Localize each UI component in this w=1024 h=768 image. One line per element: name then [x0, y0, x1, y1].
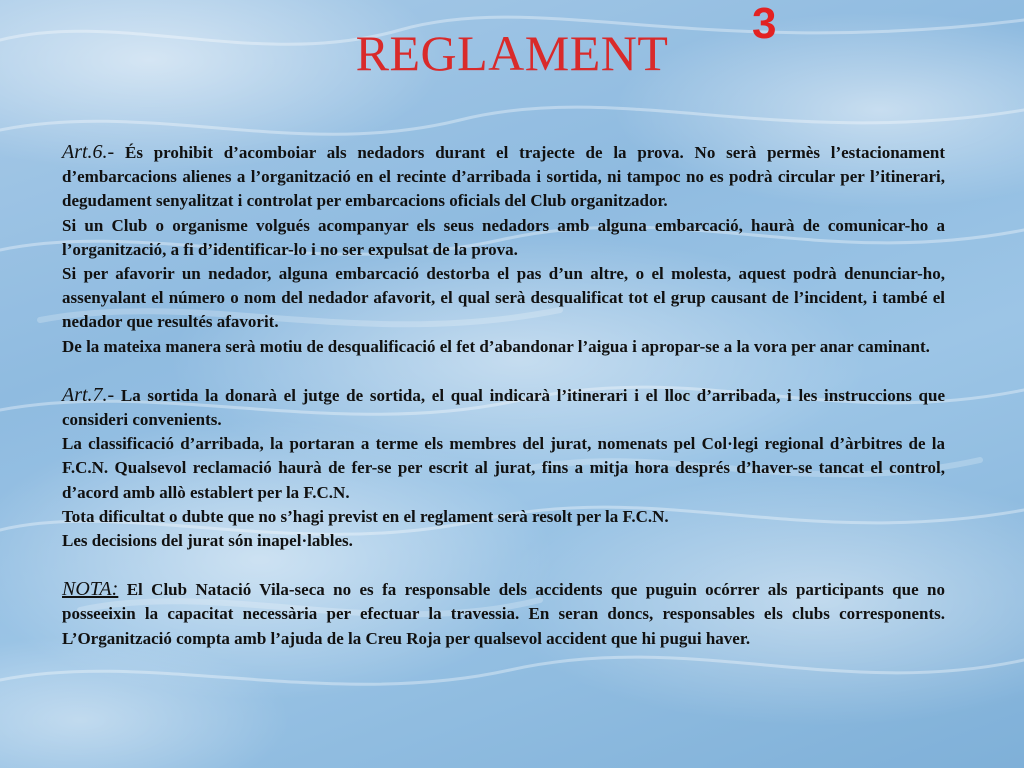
article-7-paragraph-2: La classificació d’arribada, la portaran a terme els membres del jurat, nomenats pel Col·legi regional d’àrbitres de la F.C.N. Qualsevol reclamació haurà de fer-se per escrit al jurat, fins a mitja hora després d’haver-se tancat el control, d’acord amb allò establert per la F.C.N. — [62, 434, 945, 502]
article-7-text-1: La sortida la donarà el jutge de sortida, el qual indicarà l’itinerari i el lloc d’arribada, i les instruccions que consideri convenients. — [62, 385, 945, 430]
article-6-label: Art.6.- — [62, 141, 115, 163]
nota-text: El Club Natació Vila-seca no es fa responsable dels accidents que puguin ocórrer als participants que no posseeixin la capacitat necessària per efectuar la travessia. En seran doncs, responsables els clubs corresponents. L’Organització compta amb l’ajuda de la Creu Roja per qualsevol accident que hi pugui haver. — [62, 580, 945, 648]
spacer — [62, 553, 945, 577]
nota-label: NOTA: — [62, 578, 119, 601]
article-6-paragraph-2: Si un Club o organisme volgués acompanyar els seus nedadors amb alguna embarcació, haurà de comunicar-ho a l’organització, a fi d’identificar-lo i no ser expulsat de la prova. — [62, 215, 945, 259]
article-6-paragraph-4: De la mateixa manera serà motiu de desqualificació el fet d’abandonar l’aigua i apropar-se a la vora per anar caminant. — [62, 336, 930, 356]
regulation-body — [62, 140, 945, 651]
article-7-paragraph-1 — [62, 383, 945, 432]
nota-paragraph — [62, 577, 945, 651]
article-6-text-1: És prohibit d’acomboiar als nedadors durant el trajecte de la prova. No serà permès l’estacionament d’embarcacions alienes a l’organització en el recinte d’arribada i sortida, ni tampoc no es podrà circular per l’itinerari, degudament senyalitzat i controlat per embarcacions oficials del Club organitzador. — [62, 143, 945, 211]
article-7-paragraph-4: Les decisions del jurat són inapel·lables. — [62, 531, 353, 551]
page-title: REGLAMENT — [355, 25, 669, 81]
article-7-paragraph-3: Tota dificultat o dubte que no s’hagi previst en el reglament serà resolt per la F.C.N. — [62, 506, 669, 526]
spacer — [62, 359, 945, 383]
article-7-label: Art.7.- — [62, 383, 115, 406]
page-number: 3 — [752, 0, 777, 48]
article-6-paragraph-1 — [62, 140, 945, 214]
article-6-paragraph-3: Si per afavorir un nedador, alguna embarcació destorba el pas d’un altre, o el molesta, aquest podrà denunciar-ho, assenyalant el número o nom del nedador afavorit, el qual serà desqualificat tot el grup causant de l’incident, i també el nedador que resultés afavorit. — [62, 264, 945, 332]
